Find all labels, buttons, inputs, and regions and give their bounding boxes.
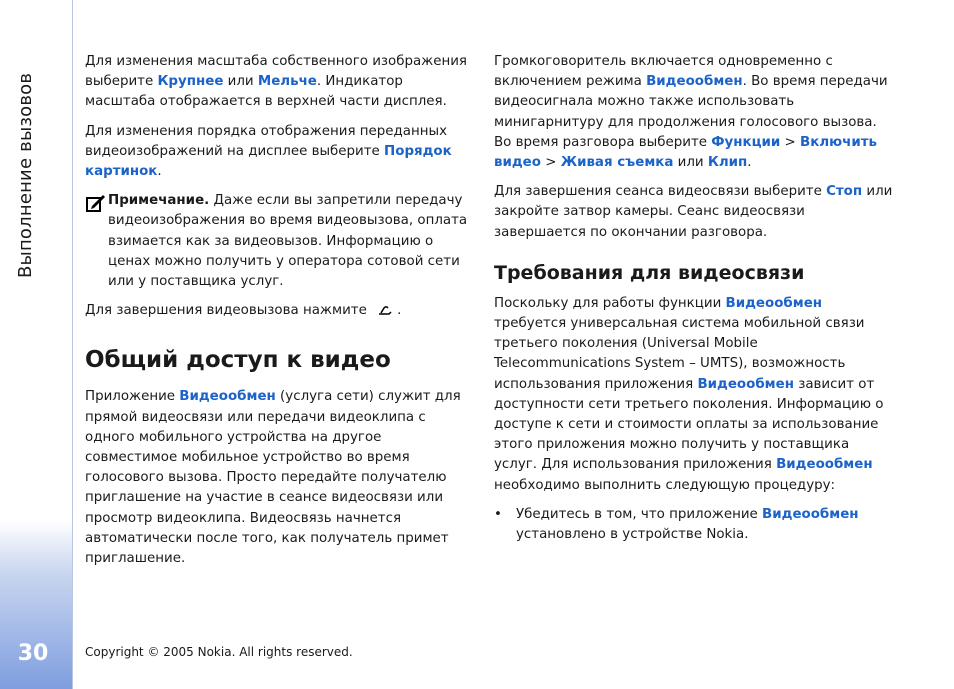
heading-requirements: Требования для видеосвязи (494, 261, 805, 284)
menu-term-stop: Стоп (826, 184, 863, 200)
paragraph-requirements: Поскольку для работы функции Видеообмен требуется универсальная система мобильной связи третьего поколения (Universal Mobile Telecommunications System – UMTS), возможность использования приложения Видеообмен зависит от доступности сети третьего поколения. Информацию о доступе к сети и стоимости оплаты за использование этого приложения можно получить у поставщика услуг. Для использования приложения Видеообмен необходимо выполнить следующую процедуру: (494, 295, 888, 493)
sidebar (0, 0, 73, 689)
menu-term-zoom-in: Крупнее (157, 74, 224, 90)
paragraph-end-call: Для завершения видеовызова нажмите . (85, 303, 402, 319)
paragraph-zoom: Для изменения масштаба собственного изображения выберите Крупнее или Мельче. Индикатор масштаба отображается в верхней части дисплея. (85, 54, 472, 110)
app-name: Видеообмен (697, 376, 794, 392)
app-name: Видеообмен (776, 457, 873, 473)
note-text: Даже если вы запретили передачу видеоизображения во время видеовызова, оплата взимается как за видеовызов. Информацию о ценах можно получить у оператора сотовой сети или у поставщика услуг. (108, 193, 472, 290)
section-title: Выполнение вызовов (15, 72, 36, 278)
heading-video-sharing: Общий доступ к видео (85, 347, 391, 374)
page-number: 30 (17, 641, 49, 666)
menu-term-options: Функции (711, 134, 781, 150)
menu-term-clip: Клип (707, 155, 748, 171)
right-column (494, 52, 897, 545)
app-name: Видеообмен (762, 506, 859, 522)
note-label: Примечание. (108, 193, 210, 209)
menu-term-image-order: Порядок картинок (85, 143, 457, 180)
app-name: Видеообмен (646, 74, 743, 90)
menu-term-live-video: Живая съемка (560, 155, 674, 171)
copyright-footer: Copyright © 2005 Nokia. All rights reserved. (85, 645, 353, 659)
requirements-list (494, 505, 894, 545)
paragraph-video-sharing: Приложение Видеообмен (услуга сети) служит для прямой видеосвязи или передачи видеоклипа с одного мобильного устройства на другое совместимое мобильное устройство во время голосового вызова. Просто передайте получателю приглашение на участие в сеансе видеосвязи или просмотр видеоклипа. Видеосвязь начнется автоматически после того, как получатель примет приглашение. (85, 389, 465, 567)
app-name: Видеообмен (725, 295, 823, 311)
paragraph-stop: Для завершения сеанса видеосвязи выберите Стоп или закройте затвор камеры. Сеанс видеосвязи завершается по окончании разговора. (494, 184, 897, 240)
paragraph-speaker: Громкоговоритель включается одновременно с включением режима Видеообмен. Во время передачи видеосигнала можно также использовать минигарнитуру для продолжения голосового вызова. Во время разговора выберите Функции > Включить видео > Живая съемка или Клип. (494, 54, 892, 171)
app-name: Видеообмен (179, 389, 276, 405)
list-item: • Убедитесь в том, что приложение Видеообмен установлено в устройстве Nokia. (494, 506, 863, 543)
left-column (85, 52, 470, 578)
note-pencil-icon (86, 193, 106, 212)
note-block (85, 191, 470, 292)
end-call-key-icon (375, 304, 397, 316)
menu-term-enable-video: Включить видео (494, 134, 882, 171)
paragraph-order: Для изменения порядка отображения переданных видеоизображений на дисплее выберите Порядок картинок. (85, 123, 457, 180)
bullet: • (494, 506, 502, 522)
menu-term-zoom-out: Мельче (257, 74, 317, 90)
